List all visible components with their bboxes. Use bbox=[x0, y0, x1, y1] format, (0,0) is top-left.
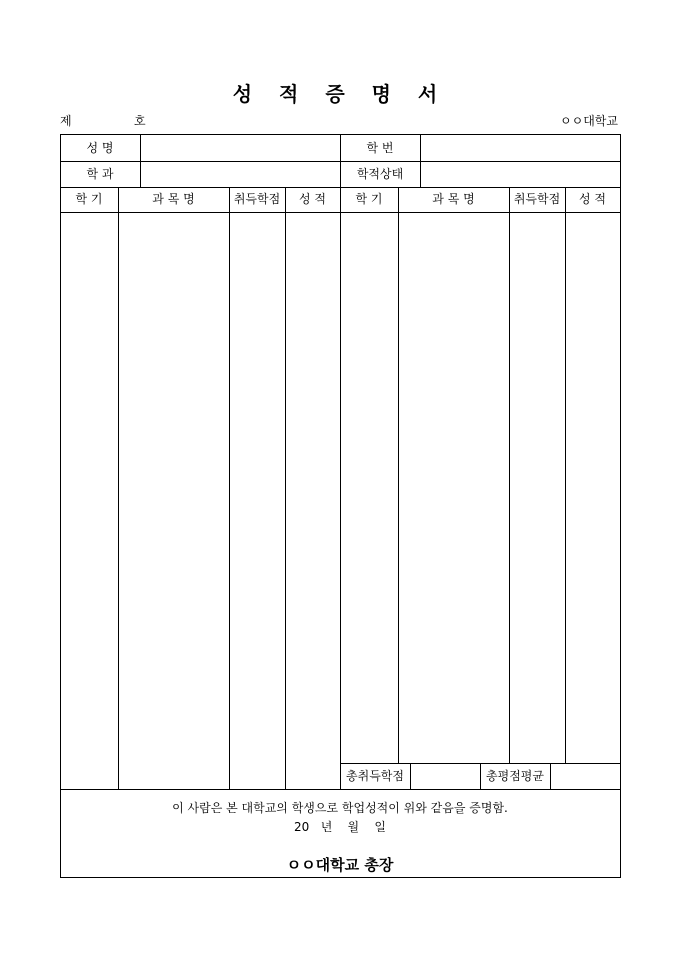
president-signature: ㅇㅇ대학교 총장 bbox=[286, 856, 394, 874]
student-id-field[interactable] bbox=[420, 141, 620, 155]
document-number-suffix: 호 bbox=[134, 114, 146, 128]
header-grade-right: 성 적 bbox=[579, 192, 606, 206]
gpa-value[interactable] bbox=[550, 769, 620, 783]
status-label: 학적상태 bbox=[356, 167, 404, 181]
header-subject-left: 과 목 명 bbox=[152, 192, 195, 206]
student-id-label: 학 번 bbox=[366, 141, 394, 155]
total-credits-label: 총취득학점 bbox=[346, 769, 404, 783]
header-subject-right: 과 목 명 bbox=[432, 192, 475, 206]
status-field[interactable] bbox=[420, 167, 620, 181]
issue-date: 20 년 월 일 bbox=[293, 820, 386, 834]
certification-statement: 이 사람은 본 대학교의 학생으로 학업성적이 위와 같음을 증명함. bbox=[172, 801, 508, 815]
document-title: 성 적 증 명 서 bbox=[232, 82, 448, 106]
name-field[interactable] bbox=[140, 141, 340, 155]
header-credits-right: 취득학점 bbox=[513, 192, 561, 206]
department-field[interactable] bbox=[140, 167, 340, 181]
university-name: ㅇㅇ대학교 bbox=[560, 114, 618, 128]
department-label: 학 과 bbox=[86, 167, 114, 181]
header-credits-left: 취득학점 bbox=[233, 192, 281, 206]
total-credits-value[interactable] bbox=[410, 769, 480, 783]
document-number-prefix: 제 bbox=[60, 114, 72, 128]
header-grade-left: 성 적 bbox=[299, 192, 326, 206]
name-label: 성 명 bbox=[86, 141, 114, 155]
header-semester-right: 학 기 bbox=[355, 192, 383, 206]
header-semester-left: 학 기 bbox=[75, 192, 103, 206]
grades-table-body bbox=[61, 213, 620, 763]
gpa-label: 총평점평균 bbox=[486, 769, 544, 783]
